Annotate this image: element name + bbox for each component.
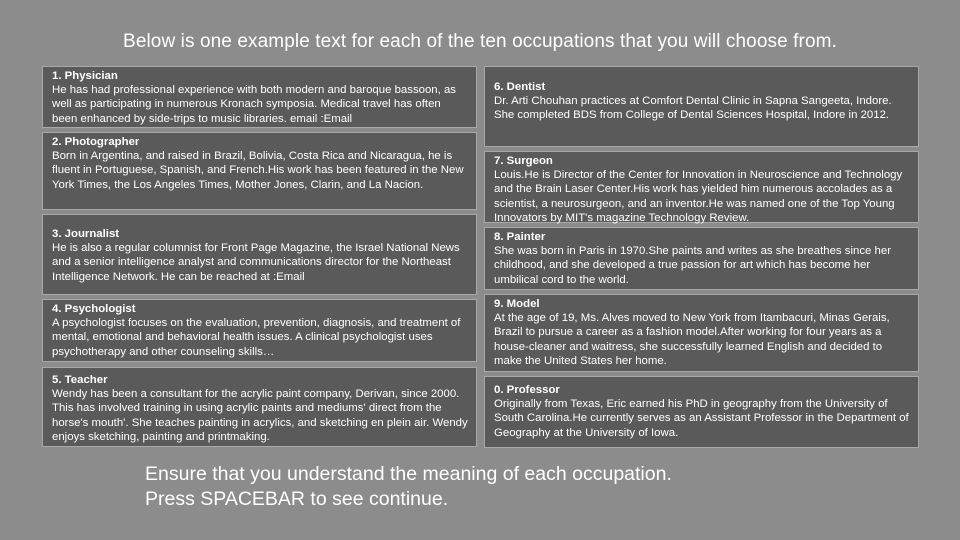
occupation-card-journalist	[42, 214, 477, 295]
occupation-example-text: A psychologist focuses on the evaluation, prevention, diagnosis, and treatment of mental, emotional and behavioral health issues. A clinical psychologist uses psychotherapy and other counseling skills…	[52, 317, 461, 358]
occupation-card-teacher	[42, 367, 477, 447]
occupation-title: 1. Physician	[52, 70, 118, 82]
occupation-example-text: Wendy has been a consultant for the acrylic paint company, Derivan, since 2000. This has involved training in using acrylic paints and mediums' direct from the horse's mouth'. She teaches painting in acrylics, and sketching en plein air. Wendy enjoys sketching, painting and printmaking.	[52, 388, 468, 443]
occupation-card-model	[484, 294, 919, 372]
occupation-example-text: He has had professional experience with both modern and baroque bassoon, as well as participating in numerous Kronach symposia. Medical travel has often been enhanced by side-trips to music libraries. email :Email	[52, 84, 457, 125]
occupation-card-physician	[42, 66, 477, 128]
occupation-card-professor	[484, 376, 919, 448]
occupation-title: 3. Journalist	[52, 228, 120, 240]
occupation-title: 0. Professor	[494, 384, 560, 396]
instructions-heading: Below is one example text for each of the ten occupations that you will choose from.	[123, 31, 837, 52]
occupation-example-text: Born in Argentina, and raised in Brazil, Bolivia, Costa Rica and Nicaragua, he is fluent in Portuguese, Spanish, and French.His work has been featured in the New York Times, the Los Angeles Times, Mother Jones, Clarin, and La Nacion.	[52, 150, 464, 191]
occupation-card-dentist	[484, 66, 919, 147]
occupation-example-text: Originally from Texas, Eric earned his PhD in geography from the University of South Carolina.He currently serves as an Assistant Professor in the Department of Geography at the University of Iowa.	[494, 398, 909, 439]
occupation-title: 7. Surgeon	[494, 155, 553, 167]
occupation-title: 2. Photographer	[52, 136, 140, 148]
occupation-title: 6. Dentist	[494, 81, 546, 93]
occupation-title: 8. Painter	[494, 231, 546, 243]
occupation-title: 4. Psychologist	[52, 303, 136, 315]
footer-understand-text: Ensure that you understand the meaning of each occupation.	[145, 463, 672, 485]
occupation-card-painter	[484, 227, 919, 290]
occupation-title: 9. Model	[494, 298, 540, 310]
occupation-card-psychologist	[42, 299, 477, 362]
occupation-card-photographer	[42, 132, 477, 210]
occupation-example-text: Dr. Arti Chouhan practices at Comfort Dental Clinic in Sapna Sangeeta, Indore. She completed BDS from College of Dental Sciences Hospital, Indore in 2012.	[494, 95, 892, 122]
occupation-example-text: At the age of 19, Ms. Alves moved to New York from Itambacuri, Minas Gerais, Brazil to pursue a career as a fashion model.After working for four years as a house-cleaner and waitress, she successfully learned English and decided to make the United States her home.	[494, 312, 890, 367]
occupation-example-text: She was born in Paris in 1970.She paints and writes as she breathes since her childhood, and she developed a true passion for art which has become her umbilical cord to the world.	[494, 245, 892, 286]
occupation-example-text: Louis.He is Director of the Center for Innovation in Neuroscience and Technology and the Brain Laser Center.His work has yielded him numerous accolades as a scientist, a neurosurgeon, and an inventor.He was named one of the Top Young Innovators by MIT's magazine Technology Review.	[494, 169, 903, 224]
occupation-card-surgeon	[484, 151, 919, 223]
footer-instructions	[145, 462, 672, 512]
occupation-example-text: He is also a regular columnist for Front Page Magazine, the Israel National News and a senior intelligence analyst and communications director for the Northeast Intelligence Network. He can be reached at :Email	[52, 242, 460, 283]
occupation-title: 5. Teacher	[52, 374, 108, 386]
footer-continue-prompt: Press SPACEBAR to see continue.	[145, 488, 449, 510]
